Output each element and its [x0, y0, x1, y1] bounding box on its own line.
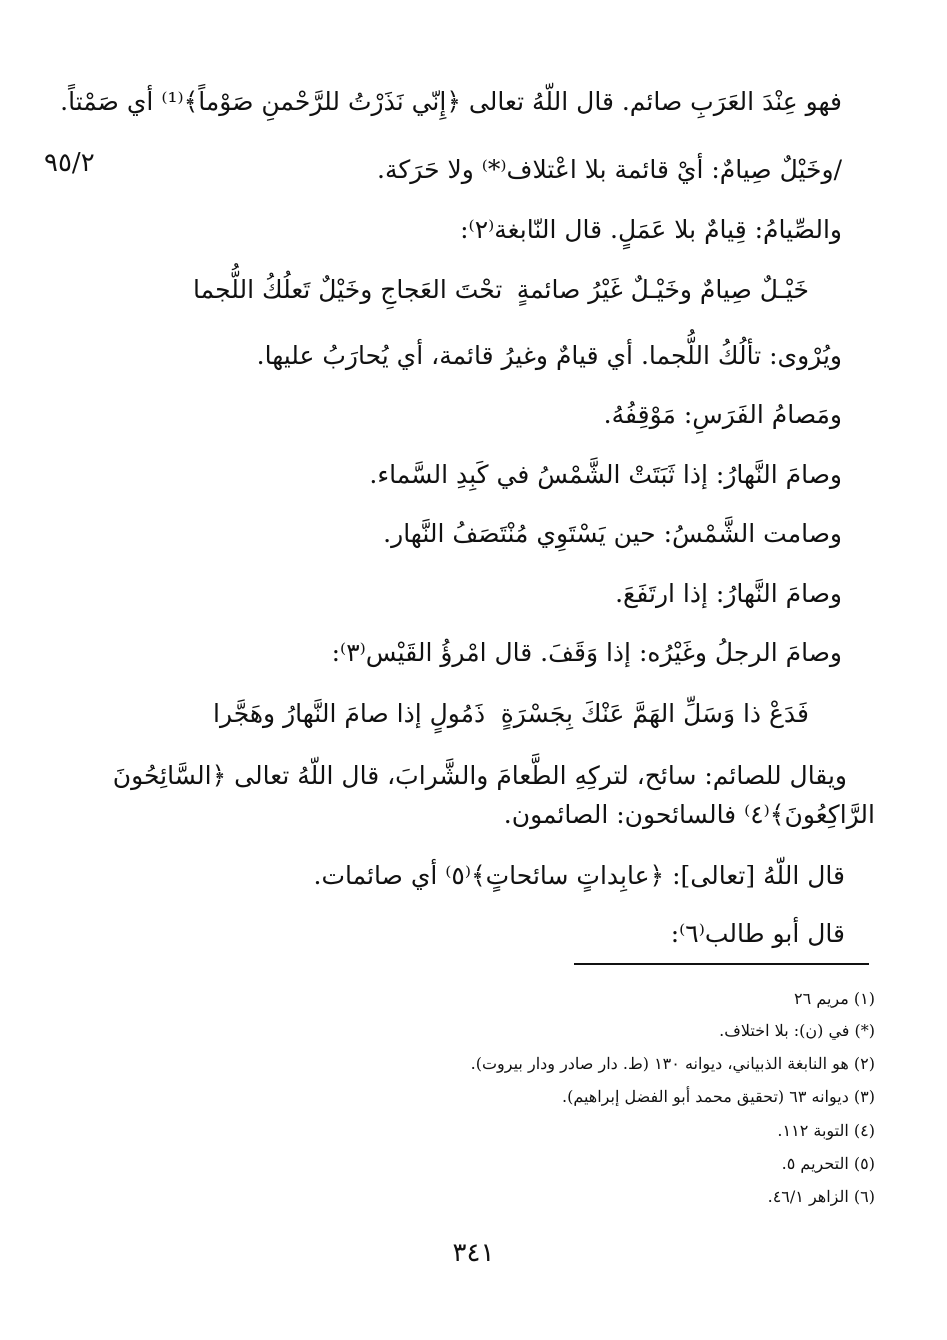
text-line-15: قال أبو طالب⁽٦⁾: [670, 919, 845, 948]
text-line-1: فهو عِنْدَ العَرَبِ صائم. قال اللّهُ تعالى ﴿إِنّي نَذَرْتُ للرَّحْمنِ صَوْماً﴾⁽¹⁾ أي صَمْتاً. [60, 87, 842, 116]
footnote-5: (٥) التحريم ٥. [781, 1154, 875, 1173]
margin-reference: ٩٥/٢ [44, 148, 95, 178]
text-line-8: وصامت الشَّمْسُ: حين يَسْتَوِي مُنْتَصَفُ النَّهار. [383, 519, 842, 548]
text-line-5: ويُرْوى: تألُكُ اللُّجما. أي قيامٌ وغيرُ قائمة، أي يُحارَبُ عليها. [256, 341, 842, 370]
verse-1-first-hemistich: خَيْـلٌ صِيامٌ وخَيْـلٌ غَيْرُ صائمةٍ [516, 275, 809, 304]
text-line-3: والصِّيامُ: قِيامٌ بلا عَمَلٍ. قال النّابغة⁽٢⁾: [460, 215, 842, 244]
footnote-3: (٣) ديوانه ٦٣ (تحقيق محمد أبو الفضل إبراهيم). [561, 1087, 875, 1106]
verse-1-second-hemistich: تحْتَ العَجاجِ وخَيْلٌ تَعلُكُ اللُّجما [193, 275, 503, 304]
footnote-2: (٢) هو النابغة الذبياني، ديوانه ١٣٠ (ط. دار صادر ودار بيروت). [470, 1054, 875, 1073]
text-line-7: وصامَ النَّهارُ: إذا ثَبَتَتْ الشَّمْسُ في كَبِدِ السَّماء. [369, 460, 842, 489]
verse-2-second-hemistich: ذَمُولٍ إذا صامَ النَّهارُ وهَجَّرا [213, 699, 486, 728]
text-line-6: ومَصامُ الفَرَسِ: مَوْقِفُهُ. [603, 400, 842, 429]
footnote-1: (١) مريم ٢٦ [794, 989, 875, 1008]
text-line-2: /وخَيْلٌ صِيامٌ: أيْ قائمة بلا اعْتلاف⁽*⁾ ولا حَرَكة. [377, 155, 842, 184]
footnote-4: (٤) التوبة ١١٢. [777, 1121, 875, 1140]
footnote-6: (٦) الزاهر ٤٦/١. [767, 1187, 875, 1206]
verse-2-first-hemistich: فَدَعْ ذا وَسَلِّ الهَمَّ عَنْكَ بِجَسْرَةٍ [500, 699, 809, 728]
text-line-13: الرَّاكِعُونَ﴾⁽٤⁾ فالسائحون: الصائمون. [503, 800, 875, 829]
footnote-separator [574, 963, 869, 965]
text-line-9: وصامَ النَّهارُ: إذا ارتَفَعَ. [615, 579, 842, 608]
text-line-10: وصامَ الرجلُ وغَيْرُه: إذا وَقَفَ. قال امْرؤُ القَيْس⁽٣⁾: [331, 638, 842, 667]
footnote-variant: (*) في (ن): بلا اختلاف. [719, 1021, 875, 1040]
text-line-12: ويقال للصائم: سائح، لتركِهِ الطَّعامَ والشَّرابَ، قال اللّهُ تعالى ﴿السَّائِحُونَ [112, 761, 847, 790]
text-line-14: قال اللّهُ [تعالى]: ﴿عابِداتٍ سائحاتٍ﴾⁽٥⁾ أي صائمات. [313, 861, 845, 890]
page-number: ٣٤١ [452, 1238, 495, 1268]
